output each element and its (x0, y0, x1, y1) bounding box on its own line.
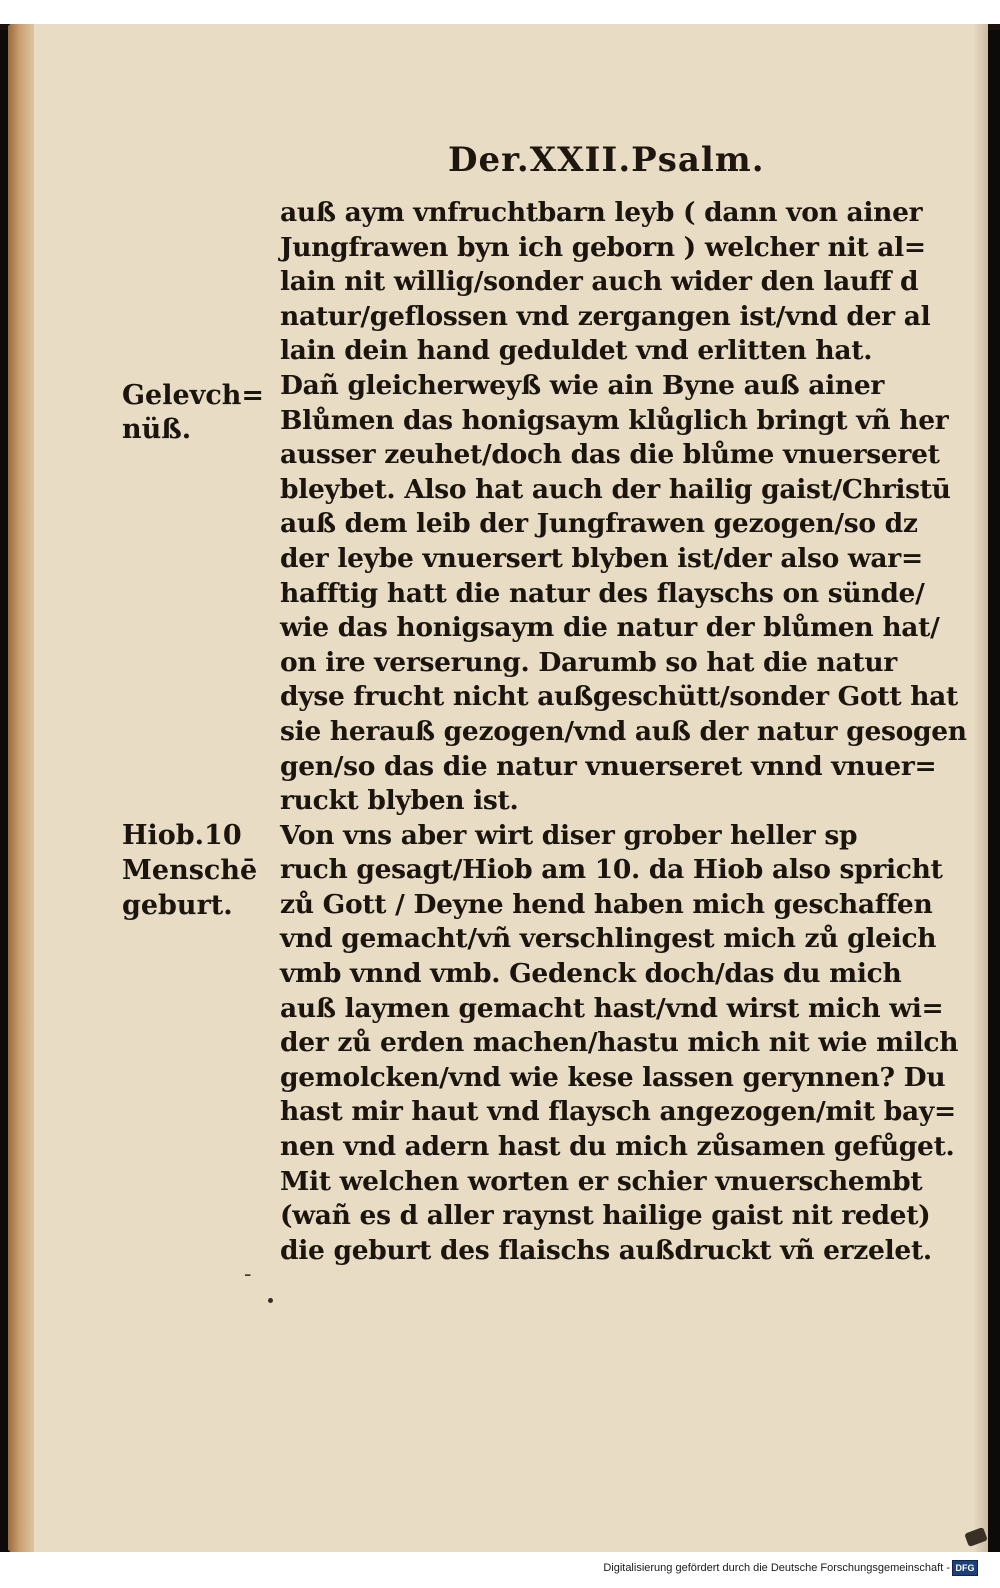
margin-note-hiob: Hiob.10 (122, 820, 242, 851)
text-line: (wañ es d aller raynst hailige gaist nit redet) (280, 1200, 931, 1232)
text-line: natur/geflossen vnd zergangen ist/vnd der al (280, 300, 931, 332)
text-line: der leybe vnuersert blyben ist/der also war= (280, 542, 923, 574)
margin-dash-mark: - (244, 1262, 252, 1287)
text-line: on ire verserung. Darumb so hat die natur (280, 646, 897, 678)
text-line: auß dem leib der Jungfrawen gezogen/so dz (280, 508, 918, 540)
text-line: auß laymen gemacht hast/vnd wirst mich wi= (280, 992, 944, 1024)
text-line: Dañ gleicherweyß wie ain Byne auß ainer (280, 369, 885, 401)
page-binding-edge (8, 24, 34, 1552)
text-line: Blůmen das honigsaym klůglich bringt vñ her (280, 404, 949, 436)
footer-credit: Digitalisierung gefördert durch die Deutsche Forschungsgemeinschaft - (603, 1562, 950, 1574)
text-line: gen/so das die natur vnuerseret vnnd vnuer= (280, 750, 937, 782)
dfg-logo-icon: DFG (952, 1560, 978, 1576)
text-line: der zů erden machen/hastu mich nit wie milch (280, 1027, 959, 1059)
ink-dot-mark (268, 1298, 273, 1303)
page-right-shadow (974, 24, 988, 1552)
text-line: lain nit willig/sonder auch wider den lauff d (280, 266, 919, 298)
margin-note-gleichnis-2: nüß. (122, 414, 192, 445)
text-line: sie herauß gezogen/vnd auß der natur gesogen (280, 715, 967, 747)
text-line: ausser zeuhet/doch das die blůme vnuerseret (280, 439, 940, 471)
margin-note-geburt: geburt. (122, 890, 233, 921)
text-line: dyse frucht nicht außgeschütt/sonder Gott hat (280, 681, 958, 713)
text-line: hast mir haut vnd flaysch angezogen/mit bay= (280, 1096, 956, 1128)
text-line: hafftig hatt die natur des flayschs on sünde/ (280, 577, 925, 609)
text-line: vmb vnnd vmb. Gedenck doch/das du mich (280, 958, 902, 990)
text-line: Mit welchen worten er schier vnuerschembt (280, 1165, 923, 1197)
text-line: Von vns aber wirt diser grober heller sp (280, 819, 858, 851)
text-line: bleybet. Also hat auch der hailig gaist/Christū (280, 473, 951, 505)
text-line: die geburt des flaischs außdruckt vñ erzelet. (280, 1234, 932, 1266)
margin-note-gleichnis-1: Gelevch= (122, 380, 265, 411)
text-line: zů Gott / Deyne hend haben mich geschaffen (280, 888, 933, 920)
text-line: auß aym vnfruchtbarn leyb ( dann von ainer (280, 197, 923, 228)
text-line: wie das honigsaym die natur der blůmen hat/ (280, 612, 940, 644)
text-line: ruckt blyben ist. (280, 785, 519, 817)
text-line: ruch gesagt/Hiob am 10. da Hiob also spricht (280, 854, 943, 886)
text-line: Jungfrawen byn ich geborn ) welcher nit al= (280, 231, 926, 263)
text-line: gemolcken/vnd wie kese lassen gerynnen? Du (280, 1061, 946, 1093)
margin-note-menschen: Menschē (122, 855, 258, 886)
text-line: nen vnd adern hast du mich zůsamen gefůget. (280, 1131, 955, 1163)
running-header: Der.XXII.Psalm. (448, 140, 765, 180)
text-line: lain dein hand geduldet vnd erlitten hat. (280, 335, 873, 367)
main-text-block (280, 196, 967, 1268)
text-line: vnd gemacht/vñ verschlingest mich zů gleich (280, 923, 937, 955)
